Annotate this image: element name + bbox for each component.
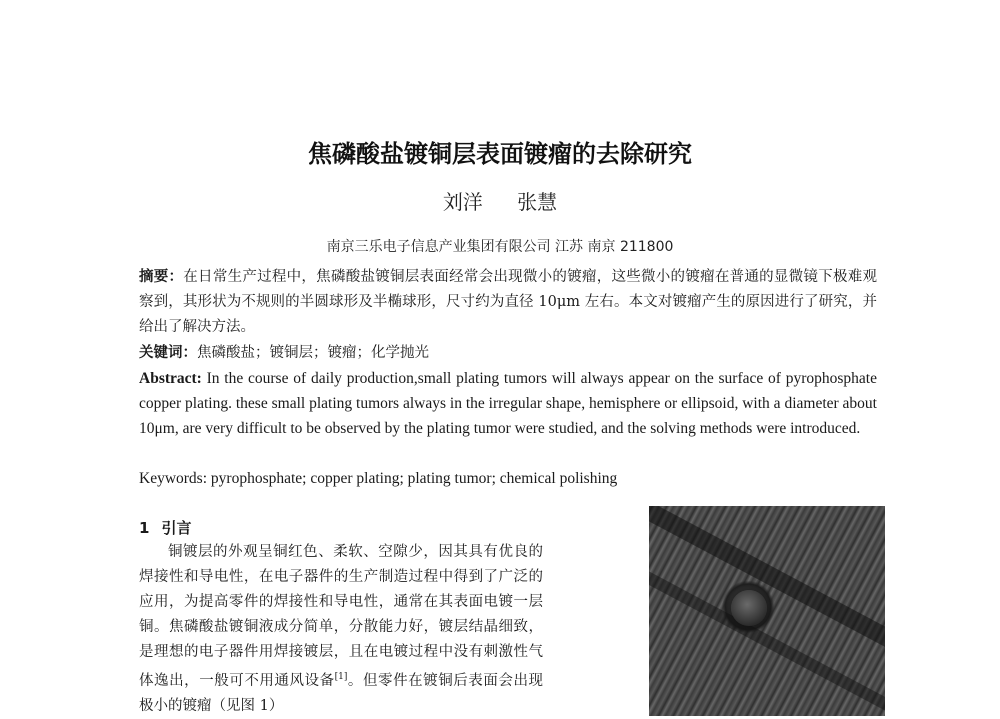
author-list: [0, 186, 1000, 215]
abstract-chinese: [139, 265, 877, 340]
abstract-label: 摘要：: [139, 269, 184, 285]
section-title: 引言: [161, 519, 192, 537]
abstract-text: In the course of daily production,small plating tumors will always appear on the surface of pyrophosphate copper plating. these small plating tumors always in the irregular shape, hemisphere or ellipsoid, with a diameter about 10μm, are very difficult to be observed by the plating tumor were studied, and the solving methods were introduced.: [139, 370, 877, 437]
keywords-text: 焦磷酸盐；镀铜层；镀瘤；化学抛光: [197, 345, 429, 361]
keywords-label: Keywords:: [139, 470, 208, 487]
keywords-label: 关键词：: [139, 345, 197, 361]
paper-title: 焦磷酸盐镀铜层表面镀瘤的去除研究: [308, 140, 692, 168]
body-paragraph: 铜镀层的外观呈铜红色、柔软、空隙少，因其具有优良的焊接性和导电性，在电子器件的生产制造过程中得到了广泛的应用，为提高零件的焊接性和导电性，通常在其表面电镀一层铜。焦磷酸盐镀铜液成分简单，分散能力好，镀层结晶细致，是理想的电子器件用焊接镀层，且在电镀过程中没有刺激性气体逸出，一般可不用通风设备: [139, 544, 543, 689]
surface-texture: [649, 562, 885, 716]
citation-ref: [1]: [334, 672, 348, 682]
section-body: [139, 540, 543, 719]
keywords-text: pyrophosphate; copper plating; plating tumor; chemical polishing: [207, 470, 618, 487]
affiliation: 南京三乐电子信息产业集团有限公司 江苏 南京 211800: [326, 239, 674, 255]
abstract-label: Abstract:: [139, 370, 202, 387]
plating-tumor: [731, 590, 767, 626]
abstract-english: [139, 366, 877, 441]
author-name: 刘洋: [442, 190, 483, 214]
section-heading: [139, 517, 191, 538]
section-number: 1: [139, 519, 150, 537]
abstract-text: 在日常生产过程中，焦磷酸盐镀铜层表面经常会出现微小的镀瘤，这些微小的镀瘤在普通的显微镜下极难观察到，其形状为不规则的半圆球形及半椭球形，尺寸约为直径 10μm 左右。本文对镀瘤产生的原因进行了研究，并给出了解决方法。: [139, 269, 877, 335]
keywords-chinese: [139, 341, 877, 366]
body-paragraph-tail: 。但零件在镀铜后表面会出现极小的镀瘤（见图 1）: [139, 672, 543, 714]
micrograph-figure: [649, 506, 885, 716]
author-name: 张慧: [517, 190, 558, 214]
keywords-english: [139, 466, 877, 491]
